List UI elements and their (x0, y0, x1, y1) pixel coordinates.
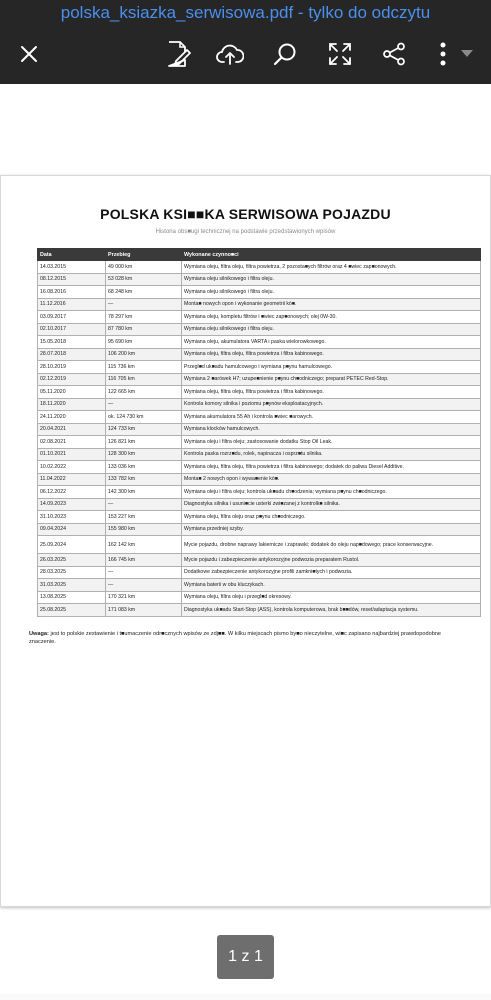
table-row (38, 448, 481, 461)
cell-mileage: 53 028 km (106, 273, 182, 286)
cell-date: 18.11.2020 (38, 398, 106, 411)
edit-document-icon[interactable] (162, 38, 194, 70)
cell-date: 28.07.2018 (38, 348, 106, 361)
cell-mileage: 171 083 km (106, 604, 182, 617)
cell-date: 08.12.2015 (38, 273, 106, 286)
table-row (38, 361, 481, 374)
cell-mileage: 115 736 km (106, 361, 182, 374)
cell-mileage: — (106, 398, 182, 411)
close-icon[interactable] (13, 38, 45, 70)
cell-date: 13.08.2025 (38, 591, 106, 604)
chevron-down-icon[interactable] (457, 38, 477, 70)
cell-date: 28.03.2025 (38, 566, 106, 579)
cell-date: 03.09.2017 (38, 311, 106, 324)
cell-mileage: 95 690 km (106, 336, 182, 349)
cell-mileage: 155 980 km (106, 523, 182, 536)
cell-work: Monta■ nowych opon i wykonanie geometrii kó■. (182, 298, 481, 311)
cell-work: Wymiana oleju, filtra oleju, filtra powietrza, 2 pozosta■ych filtrów oraz 4 ■wiec zap■onowych. (182, 261, 481, 274)
cell-work: Dodatkowe zabezpieczenie antykorozyjne profili zamkni■tych i podwozia. (182, 566, 481, 579)
cell-date: 28.10.2019 (38, 361, 106, 374)
cell-date: 26.03.2025 (38, 554, 106, 567)
table-row (38, 566, 481, 579)
cell-mileage: 126 821 km (106, 436, 182, 449)
table-row (38, 461, 481, 474)
cell-mileage: — (106, 579, 182, 592)
table-row (38, 348, 481, 361)
cell-date: 20.04.2021 (38, 423, 106, 436)
table-row (38, 554, 481, 567)
cell-work: Wymiana oleju i filtra oleju; zastosowanie dodatku Stop Oil Leak. (182, 436, 481, 449)
table-row (38, 273, 481, 286)
table-row (38, 579, 481, 592)
table-body (38, 261, 481, 617)
cell-work: Wymiana oleju, filtra oleju, filtra powietrza i filtra kabinowego; dodatek do paliwa Diesel Additive. (182, 461, 481, 474)
page-indicator: 1 z 1 (217, 935, 274, 979)
table-row (38, 436, 481, 449)
cell-work: Kontrola komory silnika i poziomu p■ynów eksploatacyjnych. (182, 398, 481, 411)
more-vert-icon[interactable] (433, 38, 453, 70)
cell-date: 25.08.2025 (38, 604, 106, 617)
table-row (38, 298, 481, 311)
cell-date: 02.12.2019 (38, 373, 106, 386)
cell-mileage: 142 300 km (106, 486, 182, 499)
top-toolbar (0, 0, 491, 84)
note-label: Uwaga: (29, 631, 49, 637)
table-row (38, 486, 481, 499)
table-header-row (38, 249, 481, 261)
cell-work: Wymiana akumulatora 55 Ah i kontrola ■wiec ■arowych. (182, 411, 481, 424)
cell-mileage: — (106, 498, 182, 511)
table-row (38, 261, 481, 274)
table-row (38, 411, 481, 424)
cell-mileage: 116 705 km (106, 373, 182, 386)
cell-work: Wymiana oleju, akumulatora VARTA i paska wielorowkowego. (182, 336, 481, 349)
cell-date: 16.08.2016 (38, 286, 106, 299)
cell-mileage: 49 000 km (106, 261, 182, 274)
cell-mileage: 162 142 km (106, 536, 182, 554)
cell-work: Wymiana klocków hamulcowych. (182, 423, 481, 436)
bottom-edge (0, 994, 491, 1000)
cell-date: 11.12.2016 (38, 298, 106, 311)
note-paragraph (29, 631, 459, 646)
cell-date: 31.03.2025 (38, 579, 106, 592)
cell-mileage: 87 780 km (106, 323, 182, 336)
fullscreen-icon[interactable] (324, 38, 356, 70)
table-row (38, 536, 481, 554)
cell-date: 11.04.2022 (38, 473, 106, 486)
cell-date: 06.12.2022 (38, 486, 106, 499)
cell-date: 05.11.2020 (38, 386, 106, 399)
cell-mileage: ok. 124 730 km (106, 411, 182, 424)
cell-date: 24.11.2020 (38, 411, 106, 424)
cell-work: Wymiana oleju silnikowego i filtra oleju. (182, 286, 481, 299)
cell-date: 14.03.2015 (38, 261, 106, 274)
cell-work: Przegl■d uk■adu hamulcowego i wymiana p■ynu hamulcowego. (182, 361, 481, 374)
share-icon[interactable] (378, 38, 410, 70)
table-row (38, 323, 481, 336)
cell-mileage: 128 300 km (106, 448, 182, 461)
cell-work: Diagnostyka silnika i usuni■cie usterki zwi■zanej z kontrolk■ silnika. (182, 498, 481, 511)
document-title: polska_ksiazka_serwisowa.pdf - tylko do odczytu (60, 3, 431, 22)
cell-mileage: 153 227 km (106, 511, 182, 524)
table-row (38, 311, 481, 324)
cell-work: Monta■ 2 nowych opon i wywa■enie kó■. (182, 473, 481, 486)
cell-work: Wymiana przedniej szyby. (182, 523, 481, 536)
cell-work: Wymiana oleju, filtra oleju oraz p■ynu ch■odniczego. (182, 511, 481, 524)
service-table (37, 248, 481, 617)
table-row (38, 591, 481, 604)
cell-work: Wymiana oleju, filtra oleju i przegl■d okresowy. (182, 591, 481, 604)
cell-mileage: 68 248 km (106, 286, 182, 299)
table-row (38, 336, 481, 349)
cell-date: 31.10.2023 (38, 511, 106, 524)
column-header-date: Data (38, 249, 106, 261)
table-row (38, 373, 481, 386)
table-row (38, 423, 481, 436)
cell-mileage: 106 200 km (106, 348, 182, 361)
table-row (38, 398, 481, 411)
cell-work: Wymiana baterii w obu kluczykach. (182, 579, 481, 592)
cell-work: Wymiana oleju silnikowego i filtra oleju. (182, 273, 481, 286)
table-row (38, 511, 481, 524)
cell-work: Wymiana 2 ■arówek H7; uzupe■nienie p■ynu ch■odniczego; preparat PETEC Red-Stop. (182, 373, 481, 386)
page-subtitle: Historia obs■ugi technicznej na podstawie przedstawionych wpisów (155, 229, 336, 235)
cell-mileage: — (106, 298, 182, 311)
note-text: jest to polskie zestawienie i t■umaczenie odr■cznych wpisów ze zdj■■. W kilku miejscach pismo by■o nieczytelne, wi■c zapisano najbardziej prawdopodobne znaczenie. (29, 631, 442, 645)
table-row (38, 523, 481, 536)
cell-mileage: — (106, 566, 182, 579)
cell-date: 02.08.2021 (38, 436, 106, 449)
cell-work: Wymiana oleju, kompletu filtrów i ■wiec zap■onowych; olej 0W-30. (182, 311, 481, 324)
table-row (38, 286, 481, 299)
cloud-upload-icon[interactable] (214, 38, 246, 70)
cell-date: 10.02.2022 (38, 461, 106, 474)
column-header-work: Wykonane czynno■ci (182, 249, 481, 261)
cell-work: Wymiana oleju, filtra oleju, filtra powietrza i filtra kabinowego. (182, 386, 481, 399)
cell-date: 14.09.2023 (38, 498, 106, 511)
cell-work: Mycie pojazdu, drobne naprawy lakiernicze i zaprawki; dodatek do oleju nap■dowego; prace konserwacyjne. (182, 536, 481, 554)
pdf-page (0, 175, 491, 907)
table-row (38, 498, 481, 511)
cell-date: 01.10.2021 (38, 448, 106, 461)
cell-mileage: 170 321 km (106, 591, 182, 604)
page-title: POLSKA KSI■■KA SERWISOWA POJAZDU (100, 206, 391, 222)
column-header-mileage: Przebieg (106, 249, 182, 261)
cell-mileage: 122 665 km (106, 386, 182, 399)
cell-mileage: 124 733 km (106, 423, 182, 436)
cell-work: Wymiana oleju, filtra oleju, filtra powietrza i filtra kabinowego. (182, 348, 481, 361)
table-row (38, 604, 481, 617)
cell-work: Kontrola paska rozrz■du, rolek, napinacza i osprz■tu silnika. (182, 448, 481, 461)
cell-date: 09.04.2024 (38, 523, 106, 536)
cell-date: 25.09.2024 (38, 536, 106, 554)
cell-mileage: 166 745 km (106, 554, 182, 567)
cell-work: Diagnostyka uk■adu Start-Stop (ASS), kontrola komputerowa, brak b■■dów, reset/adaptacja systemu. (182, 604, 481, 617)
cell-mileage: 78 297 km (106, 311, 182, 324)
cell-mileage: 133 036 km (106, 461, 182, 474)
table-row (38, 386, 481, 399)
search-icon[interactable] (269, 38, 301, 70)
cell-date: 02.10.2017 (38, 323, 106, 336)
cell-work: Mycie pojazdu i zabezpieczenie antykorozyjne podwozia preparatem Rustol. (182, 554, 481, 567)
cell-date: 15.05.2018 (38, 336, 106, 349)
cell-work: Wymiana oleju silnikowego i filtra oleju. (182, 323, 481, 336)
cell-work: Wymiana oleju i filtra oleju; kontrola uk■adu ch■odzenia; wymiana p■ynu ch■odniczego. (182, 486, 481, 499)
cell-mileage: 133 782 km (106, 473, 182, 486)
table-row (38, 473, 481, 486)
